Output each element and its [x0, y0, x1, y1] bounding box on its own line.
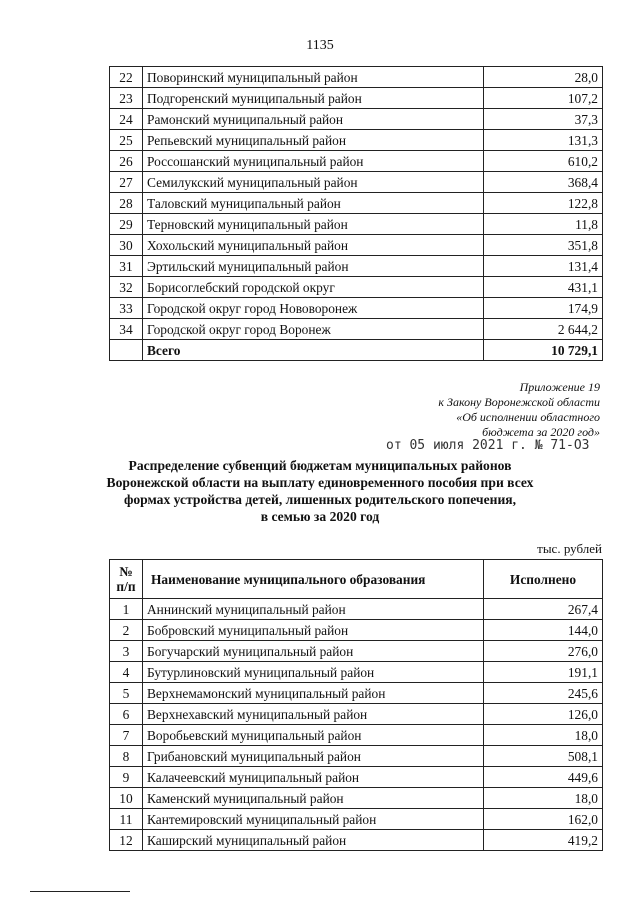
row-value: 144,0: [484, 620, 603, 641]
header-value: Исполнено: [484, 560, 603, 599]
table-row: [110, 809, 603, 830]
row-value: 11,8: [484, 214, 603, 235]
row-name: Городской округ город Воронеж: [143, 319, 484, 340]
appendix-block: [438, 380, 600, 440]
table-row: [110, 746, 603, 767]
header-row: [110, 560, 603, 599]
table-row: [110, 130, 603, 151]
row-name: Бобровский муниципальный район: [143, 620, 484, 641]
footnote-divider: [30, 891, 130, 892]
row-value: 508,1: [484, 746, 603, 767]
table-row: [110, 109, 603, 130]
title-line: Распределение субвенций бюджетам муниципальных районов: [128, 458, 512, 473]
title-line: формах устройства детей, лишенных родительского попечения,: [123, 492, 517, 507]
row-name: Кантемировский муниципальный район: [143, 809, 484, 830]
row-num: 25: [110, 130, 143, 151]
row-name: Каширский муниципальный район: [143, 830, 484, 851]
row-num: 1: [110, 599, 143, 620]
row-name: Борисоглебский городской округ: [143, 277, 484, 298]
table-row: [110, 620, 603, 641]
table-row: [110, 599, 603, 620]
total-label: Всего: [143, 340, 484, 361]
table-row: [110, 172, 603, 193]
appendix-line: бюджета за 2020 год»: [482, 425, 600, 439]
row-num: 29: [110, 214, 143, 235]
row-value: 431,1: [484, 277, 603, 298]
row-num: 11: [110, 809, 143, 830]
subsidy-table-continued: [109, 66, 603, 361]
header-num-line: п/п: [116, 579, 136, 594]
row-name: Подгоренский муниципальный район: [143, 88, 484, 109]
row-name: Рамонский муниципальный район: [143, 109, 484, 130]
row-name: Бутурлиновский муниципальный район: [143, 662, 484, 683]
row-name: Каменский муниципальный район: [143, 788, 484, 809]
row-name: Эртильский муниципальный район: [143, 256, 484, 277]
row-name: Репьевский муниципальный район: [143, 130, 484, 151]
row-value: 351,8: [484, 235, 603, 256]
table-row: [110, 67, 603, 88]
row-num: 3: [110, 641, 143, 662]
table-row: [110, 683, 603, 704]
row-name: Хохольский муниципальный район: [143, 235, 484, 256]
row-name: Семилукский муниципальный район: [143, 172, 484, 193]
row-value: 191,1: [484, 662, 603, 683]
row-value: 245,6: [484, 683, 603, 704]
table-row: [110, 704, 603, 725]
row-num: 23: [110, 88, 143, 109]
header-num: [110, 560, 143, 599]
appendix-line: Приложение 19: [519, 380, 600, 394]
row-num: 5: [110, 683, 143, 704]
header-name: Наименование муниципального образования: [143, 560, 484, 599]
row-value: 162,0: [484, 809, 603, 830]
row-name: Верхнемамонский муниципальный район: [143, 683, 484, 704]
row-name: Верхнехавский муниципальный район: [143, 704, 484, 725]
table-row: [110, 725, 603, 746]
page-number: 1135: [306, 38, 334, 53]
total-row: [110, 340, 603, 361]
total-value: 10 729,1: [484, 340, 603, 361]
table-row: [110, 193, 603, 214]
row-num: 34: [110, 319, 143, 340]
row-name: Терновский муниципальный район: [143, 214, 484, 235]
row-value: 449,6: [484, 767, 603, 788]
row-num: 9: [110, 767, 143, 788]
appendix-line: к Закону Воронежской области: [438, 395, 600, 409]
row-value: 18,0: [484, 788, 603, 809]
table-header: [110, 560, 603, 599]
row-num: 2: [110, 620, 143, 641]
row-name: Россошанский муниципальный район: [143, 151, 484, 172]
row-value: 419,2: [484, 830, 603, 851]
table-body: [110, 67, 603, 340]
row-value: 276,0: [484, 641, 603, 662]
row-name: Аннинский муниципальный район: [143, 599, 484, 620]
row-value: 131,3: [484, 130, 603, 151]
row-num: 8: [110, 746, 143, 767]
row-value: 267,4: [484, 599, 603, 620]
table-row: [110, 235, 603, 256]
row-value: 2 644,2: [484, 319, 603, 340]
total-num-cell: [110, 340, 143, 361]
row-num: 30: [110, 235, 143, 256]
row-value: 37,3: [484, 109, 603, 130]
row-num: 31: [110, 256, 143, 277]
row-value: 610,2: [484, 151, 603, 172]
table-row: [110, 151, 603, 172]
row-num: 24: [110, 109, 143, 130]
row-name: Таловский муниципальный район: [143, 193, 484, 214]
title-line: в семью за 2020 год: [260, 509, 380, 524]
table-row: [110, 277, 603, 298]
row-name: Поворинский муниципальный район: [143, 67, 484, 88]
document-title: [60, 457, 580, 525]
row-num: 6: [110, 704, 143, 725]
row-value: 107,2: [484, 88, 603, 109]
row-name: Богучарский муниципальный район: [143, 641, 484, 662]
law-date-stamp: от 05 июля 2021 г. № 71-ОЗ: [386, 438, 590, 453]
row-value: 368,4: [484, 172, 603, 193]
table-row: [110, 88, 603, 109]
row-name: Городской округ город Нововоронеж: [143, 298, 484, 319]
row-value: 131,4: [484, 256, 603, 277]
table-row: [110, 298, 603, 319]
appendix-line: «Об исполнении областного: [456, 410, 600, 424]
table-row: [110, 830, 603, 851]
row-num: 26: [110, 151, 143, 172]
row-num: 33: [110, 298, 143, 319]
table-row: [110, 767, 603, 788]
title-line: Воронежской области на выплату единовременного пособия при всех: [106, 475, 534, 490]
row-value: 122,8: [484, 193, 603, 214]
row-name: Грибановский муниципальный район: [143, 746, 484, 767]
row-value: 28,0: [484, 67, 603, 88]
row-num: 7: [110, 725, 143, 746]
table-row: [110, 788, 603, 809]
row-value: 174,9: [484, 298, 603, 319]
row-name: Воробьевский муниципальный район: [143, 725, 484, 746]
header-num-line: №: [119, 564, 133, 579]
table-row: [110, 662, 603, 683]
row-value: 18,0: [484, 725, 603, 746]
table-row: [110, 319, 603, 340]
row-num: 4: [110, 662, 143, 683]
table-row: [110, 214, 603, 235]
row-num: 10: [110, 788, 143, 809]
row-num: 28: [110, 193, 143, 214]
table-body: [110, 599, 603, 851]
table-row: [110, 641, 603, 662]
table-row: [110, 256, 603, 277]
row-num: 32: [110, 277, 143, 298]
row-num: 12: [110, 830, 143, 851]
units-label: тыс. рублей: [537, 541, 602, 556]
row-value: 126,0: [484, 704, 603, 725]
row-name: Калачеевский муниципальный район: [143, 767, 484, 788]
subsidy-table: [109, 559, 603, 851]
row-num: 22: [110, 67, 143, 88]
row-num: 27: [110, 172, 143, 193]
